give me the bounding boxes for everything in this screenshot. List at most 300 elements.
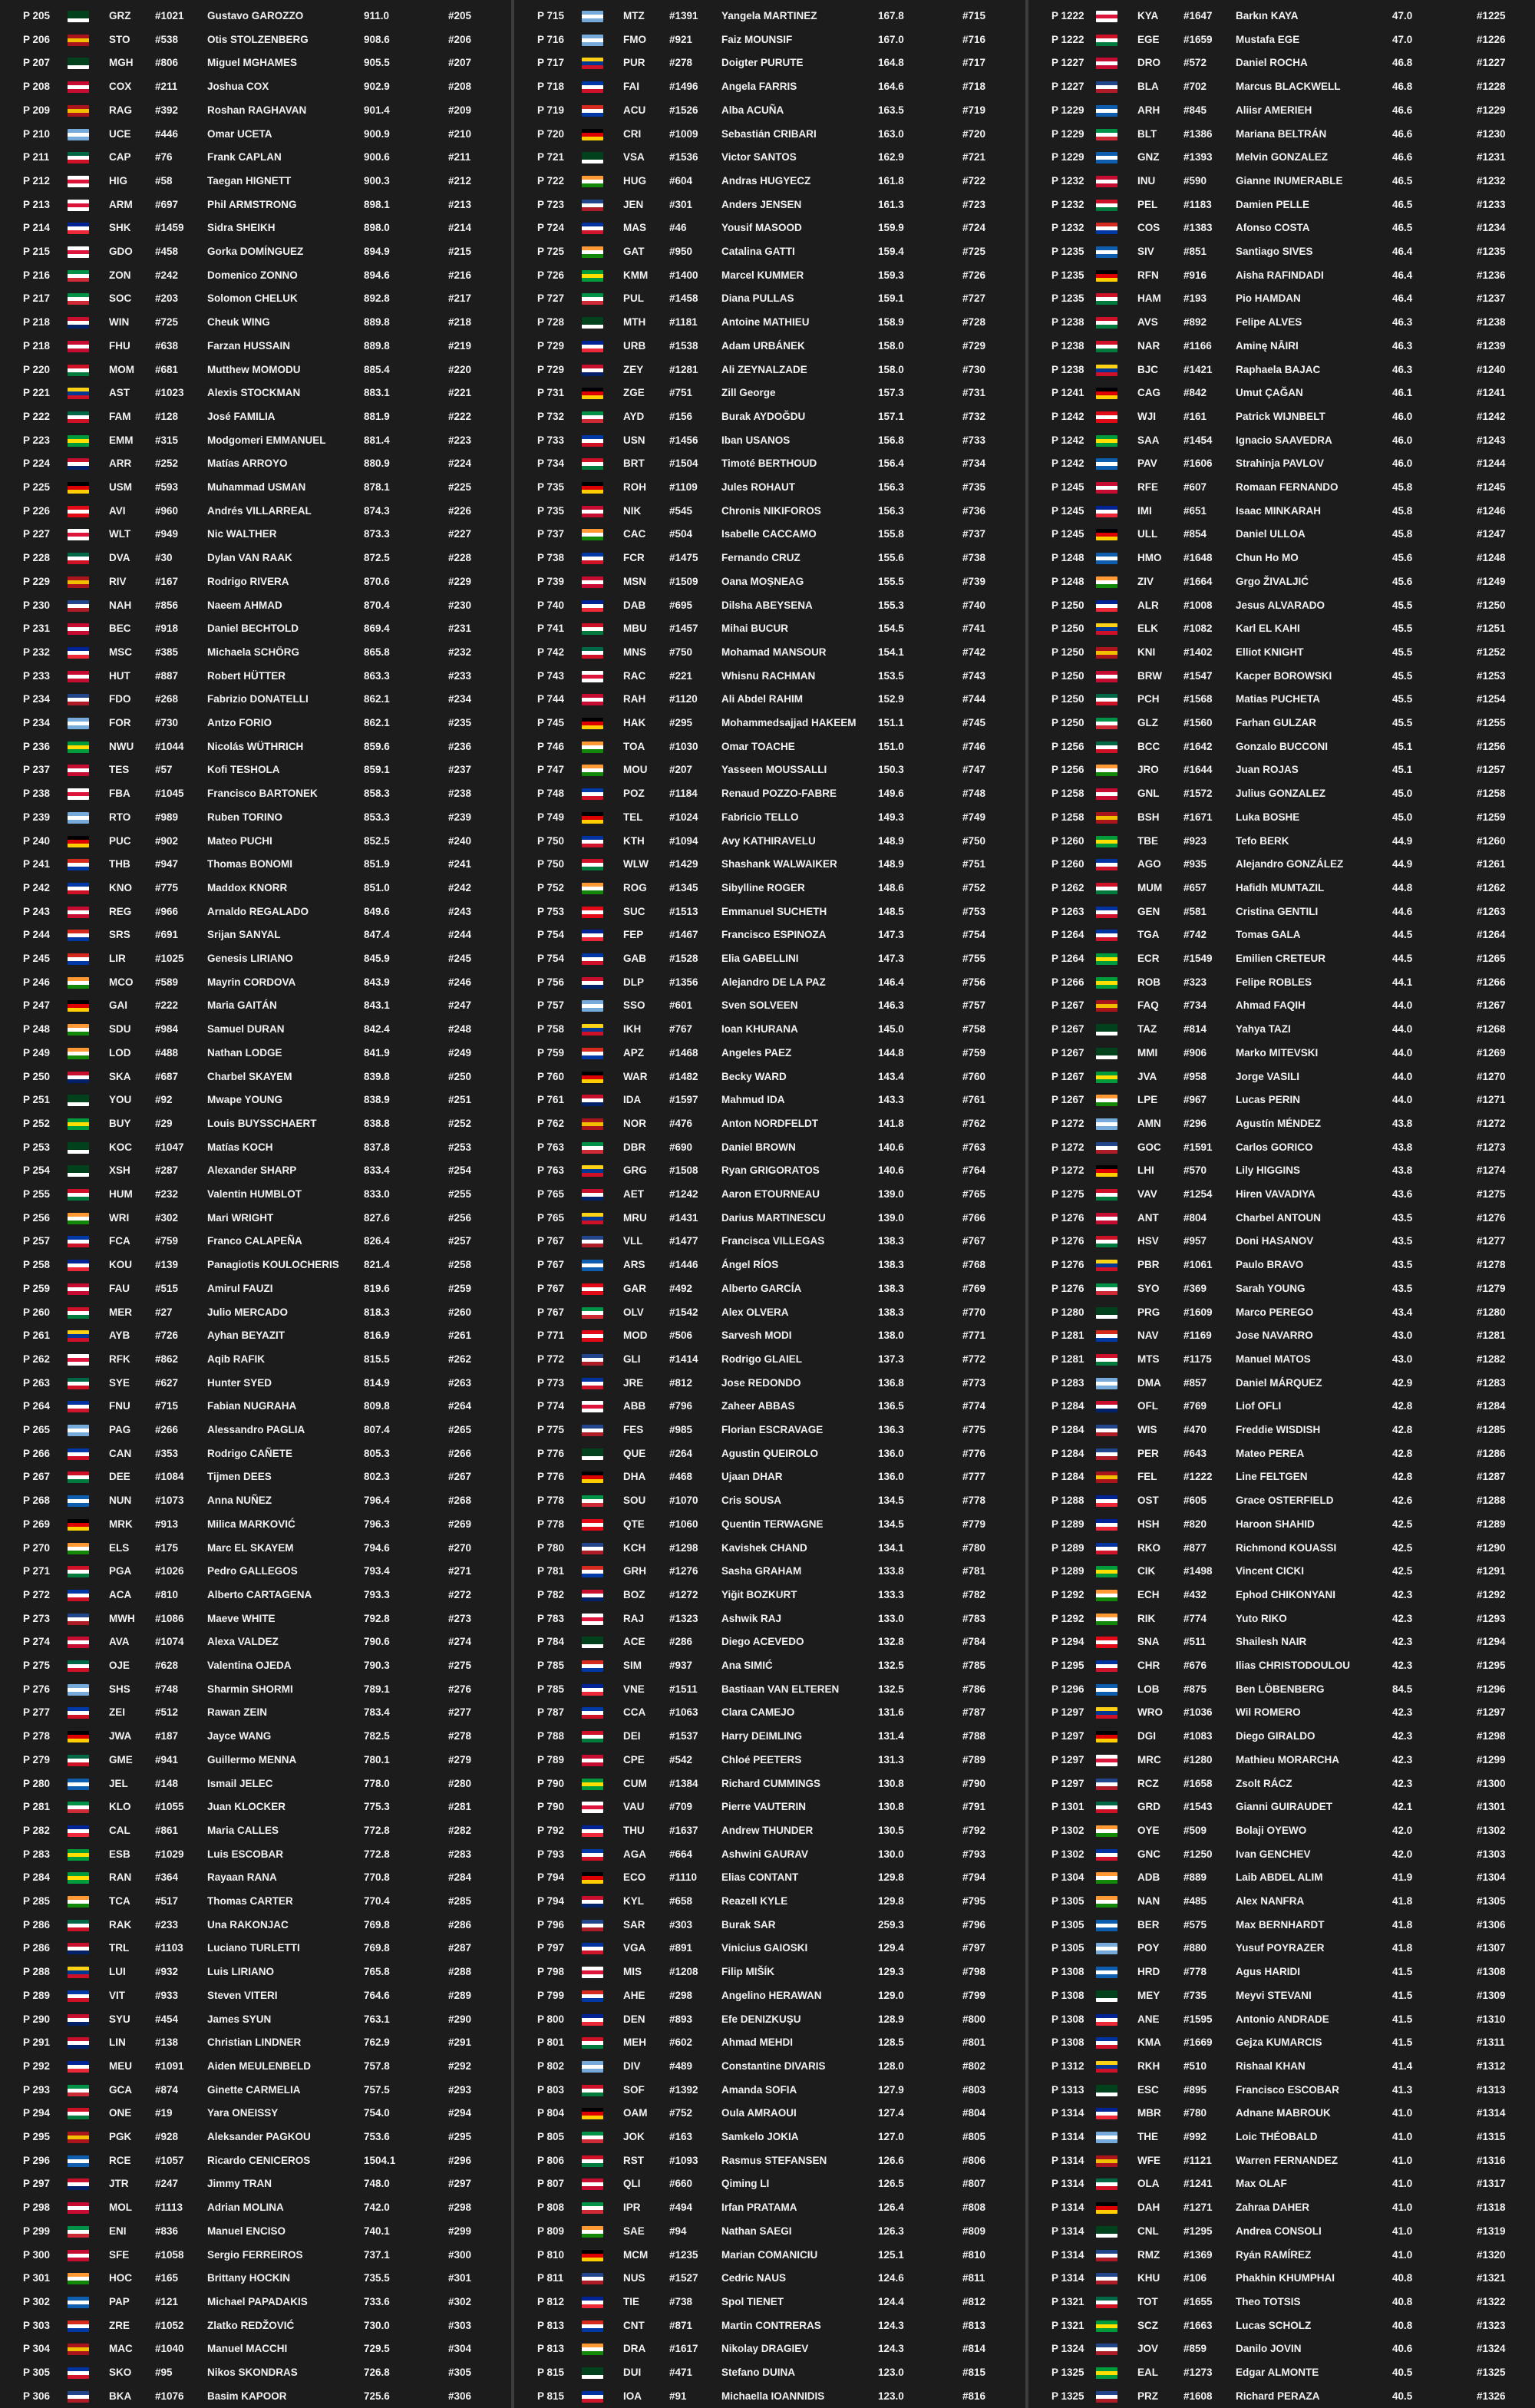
position: P 784 (537, 1636, 565, 1648)
player-name: Nikos SKONDRAS (207, 2367, 298, 2378)
player-name: Tijmen DEES (207, 1471, 272, 1483)
score: 154.5 (878, 623, 904, 635)
country-flag-icon (1096, 1165, 1117, 1177)
player-name: Miguel MGHAMES (207, 57, 297, 69)
score: 133.8 (878, 1565, 904, 1577)
country-flag-icon (582, 11, 603, 22)
rank: #717 (962, 57, 986, 69)
player-number: #303 (669, 1918, 693, 1931)
player-code: UCE (109, 127, 131, 140)
score: 42.9 (1392, 1376, 1413, 1389)
rank: #800 (962, 2013, 986, 2025)
ranking-row (514, 1230, 1024, 1254)
position: P 1314 (1051, 2272, 1084, 2284)
score: 763.1 (364, 2013, 390, 2025)
rank: #761 (962, 1094, 986, 1106)
rank: #780 (962, 1541, 986, 1554)
ranking-row (514, 264, 1024, 288)
player-code: FMO (623, 33, 646, 45)
country-flag-icon (1096, 600, 1117, 612)
rank: #1272 (1477, 1117, 1506, 1129)
rank: #234 (448, 693, 472, 705)
score: 42.8 (1392, 1400, 1413, 1412)
position: P 772 (537, 1353, 565, 1365)
player-number: #1181 (669, 316, 698, 329)
position: P 763 (537, 1141, 565, 1153)
country-flag-icon (582, 2108, 603, 2119)
country-flag-icon (68, 1802, 89, 1813)
player-code: ESB (109, 1848, 130, 1860)
position: P 1305 (1051, 1895, 1084, 1907)
position: P 737 (537, 528, 565, 540)
position: P 1258 (1051, 788, 1084, 800)
score: 156.3 (878, 504, 904, 517)
country-flag-icon (582, 1378, 603, 1389)
player-code: RAC (623, 669, 646, 682)
ranking-row (0, 923, 510, 947)
player-name: Martin CONTRERAS (721, 2319, 821, 2331)
player-name: Catalina GATTI (721, 246, 795, 257)
rank: #1257 (1477, 764, 1506, 776)
player-code: NAH (109, 599, 132, 611)
player-number: #1175 (1183, 1353, 1212, 1365)
country-flag-icon (68, 1779, 89, 1790)
position: P 226 (23, 504, 51, 517)
ranking-row (0, 1914, 510, 1937)
score: 878.1 (364, 481, 390, 493)
country-flag-icon (68, 2367, 89, 2379)
player-name: Reazell KYLE (721, 1895, 788, 1907)
player-number: #517 (155, 1895, 179, 1907)
score: 782.5 (364, 1730, 390, 1742)
score: 894.9 (364, 246, 390, 257)
position: P 726 (537, 269, 565, 281)
country-flag-icon (68, 200, 89, 211)
position: P 1250 (1051, 669, 1084, 682)
score: 131.3 (878, 1753, 904, 1766)
score: 44.0 (1392, 999, 1413, 1012)
country-flag-icon (1096, 1072, 1117, 1083)
rank: #245 (448, 953, 472, 964)
position: P 783 (537, 1612, 565, 1624)
player-number: #385 (155, 646, 179, 658)
position: P 239 (23, 811, 51, 823)
player-name: Ricardo CENICEROS (207, 2154, 311, 2166)
country-flag-icon (68, 35, 89, 46)
ranking-row (1028, 547, 1535, 570)
player-name: Richard PERAZA (1236, 2390, 1320, 2402)
score: 849.6 (364, 905, 390, 917)
player-name: Rawan ZEIN (207, 1706, 268, 1719)
player-number: #1026 (155, 1565, 184, 1577)
ranking-row (0, 523, 510, 547)
ranking-row (0, 900, 510, 924)
rank: #287 (448, 1942, 472, 1954)
country-flag-icon (68, 2108, 89, 2119)
player-code: STO (109, 33, 130, 45)
player-code: HUT (109, 669, 130, 682)
ranking-row (1028, 2196, 1535, 2220)
country-flag-icon (68, 152, 89, 164)
player-number: #76 (155, 151, 173, 164)
player-code: FHU (109, 339, 130, 352)
player-number: #1295 (1183, 2225, 1213, 2237)
ranking-row (1028, 994, 1535, 1018)
player-name: Jose REDONDO (721, 1376, 801, 1389)
score: 45.5 (1392, 599, 1413, 611)
country-flag-icon (68, 246, 89, 258)
country-flag-icon (582, 1024, 603, 1036)
player-number: #941 (155, 1753, 179, 1766)
ranking-row (0, 1136, 510, 1160)
player-name: Srijan SANYAL (207, 929, 281, 941)
position: P 752 (537, 881, 565, 894)
player-code: LUI (109, 1966, 126, 1978)
score: 44.1 (1392, 976, 1413, 988)
player-code: NUS (623, 2272, 645, 2284)
player-code: RFK (109, 1353, 130, 1365)
position: P 1295 (1051, 1660, 1084, 1671)
position: P 245 (23, 953, 51, 964)
score: 898.0 (364, 222, 390, 234)
rank: #1304 (1477, 1871, 1506, 1884)
ranking-row (1028, 1819, 1535, 1843)
ranking-row (1028, 2008, 1535, 2032)
rank: #258 (448, 1259, 472, 1271)
ranking-row (0, 1207, 510, 1230)
rank: #805 (962, 2131, 986, 2142)
ranking-row (1028, 2220, 1535, 2244)
player-name: Ahmad MEHDI (721, 2036, 794, 2049)
player-number: #960 (155, 504, 179, 517)
player-code: NAN (1137, 1895, 1160, 1907)
score: 44.5 (1392, 953, 1413, 964)
country-flag-icon (68, 1330, 89, 1342)
country-flag-icon (582, 883, 603, 894)
player-code: AVS (1137, 316, 1158, 329)
player-number: #1637 (669, 1824, 698, 1836)
country-flag-icon (582, 1165, 603, 1177)
score: 889.8 (364, 316, 390, 329)
ranking-row (514, 2314, 1024, 2338)
position: P 1297 (1051, 1730, 1084, 1742)
player-number: #1511 (669, 1683, 698, 1695)
player-name: Louis BUYSSCHAERT (207, 1117, 317, 1129)
position: P 797 (537, 1942, 565, 1954)
score: 807.4 (364, 1424, 390, 1435)
position: P 806 (537, 2154, 565, 2166)
player-number: #268 (155, 693, 179, 705)
player-code: LHI (1137, 1164, 1154, 1177)
position: P 258 (23, 1259, 51, 1271)
score: 156.3 (878, 481, 904, 493)
player-name: Charbel ANTOUN (1236, 1211, 1322, 1224)
ranking-row (514, 665, 1024, 689)
country-flag-icon (68, 2273, 89, 2284)
player-number: #302 (155, 1211, 179, 1224)
player-number: #95 (155, 2367, 173, 2378)
rank: #272 (448, 1588, 472, 1600)
score: 130.8 (878, 1801, 904, 1813)
rank: #1245 (1477, 481, 1506, 493)
player-code: FEP (623, 929, 644, 941)
player-name: Panagiotis KOULOCHERIS (207, 1259, 339, 1271)
score: 41.4 (1392, 2060, 1413, 2072)
position: P 262 (23, 1353, 51, 1365)
rank: #1248 (1477, 552, 1506, 564)
position: P 735 (537, 481, 565, 493)
score: 132.5 (878, 1660, 904, 1671)
position: P 1294 (1051, 1636, 1084, 1648)
player-number: #916 (1183, 269, 1207, 281)
score: 164.6 (878, 81, 904, 93)
score: 45.8 (1392, 504, 1413, 517)
country-flag-icon (1096, 1118, 1117, 1130)
player-name: Ryan GRIGORATOS (721, 1164, 820, 1177)
country-flag-icon (1096, 1825, 1117, 1837)
score: 124.3 (878, 2319, 904, 2331)
player-code: MOM (109, 363, 134, 375)
rank: #808 (962, 2202, 986, 2214)
country-flag-icon (1096, 411, 1117, 423)
player-code: CAL (109, 1824, 130, 1836)
ranking-row (0, 1254, 510, 1277)
country-flag-icon (582, 907, 603, 918)
player-code: HMO (1137, 552, 1162, 564)
score: 833.4 (364, 1164, 390, 1177)
position: P 1238 (1051, 363, 1084, 375)
player-name: Zill George (721, 387, 776, 399)
rank: #784 (962, 1636, 986, 1648)
player-name: Zsolt RÁCZ (1236, 1777, 1292, 1789)
rank: #1236 (1477, 269, 1506, 281)
position: P 233 (23, 669, 51, 682)
score: 765.8 (364, 1966, 390, 1978)
player-name: Filip MIŠÍK (721, 1966, 774, 1978)
ranking-row (1028, 1960, 1535, 1984)
player-number: #446 (155, 127, 179, 140)
ranking-row (0, 1230, 510, 1254)
player-name: Sidra SHEIKH (207, 222, 276, 234)
player-name: Adam URBÁNEK (721, 339, 805, 352)
player-name: Ephod CHIKONYANI (1236, 1588, 1336, 1600)
score: 753.6 (364, 2131, 390, 2142)
player-code: BLA (1137, 81, 1159, 93)
player-number: #301 (669, 198, 693, 210)
player-code: LOD (109, 1046, 131, 1059)
score: 149.6 (878, 788, 904, 800)
player-name: Thomas CARTER (207, 1895, 293, 1907)
player-number: #1009 (669, 127, 698, 140)
country-flag-icon (582, 1095, 603, 1106)
player-name: Ben LÖBENBERG (1236, 1683, 1325, 1695)
player-number: #1400 (669, 269, 698, 281)
rank: #806 (962, 2154, 986, 2166)
score: 144.8 (878, 1046, 904, 1059)
score: 901.4 (364, 104, 390, 116)
player-name: Muhammad USMAN (207, 481, 306, 493)
player-number: #862 (155, 1353, 179, 1365)
position: P 717 (537, 57, 565, 69)
score: 42.8 (1392, 1471, 1413, 1483)
player-number: #278 (669, 57, 693, 69)
score: 790.3 (364, 1660, 390, 1671)
player-code: ZEY (623, 363, 644, 375)
country-flag-icon (68, 317, 89, 329)
player-name: Adrian MOLINA (207, 2202, 284, 2214)
rank: #1314 (1477, 2107, 1506, 2119)
player-code: OAM (623, 2107, 648, 2119)
ranking-row (0, 2008, 510, 2032)
rank: #1226 (1477, 33, 1506, 45)
player-number: #476 (669, 1117, 693, 1129)
ranking-row (514, 2172, 1024, 2196)
player-name: Gianni GUIRAUDET (1236, 1801, 1333, 1813)
rank: #1243 (1477, 434, 1506, 446)
ranking-row (514, 782, 1024, 806)
ranking-row (514, 1018, 1024, 1042)
ranking-row (514, 1465, 1024, 1489)
player-code: SFE (109, 2248, 130, 2261)
ranking-row (514, 358, 1024, 382)
position: P 270 (23, 1541, 51, 1554)
player-number: #958 (1183, 1070, 1207, 1082)
player-code: MTZ (623, 10, 645, 21)
position: P 1235 (1051, 246, 1084, 257)
score: 46.6 (1392, 104, 1413, 116)
player-name: Rodrigo CAÑETE (207, 1447, 292, 1459)
rank: #213 (448, 198, 472, 210)
country-flag-icon (1096, 2391, 1117, 2403)
score: 892.8 (364, 292, 390, 305)
rank: #228 (448, 552, 472, 564)
player-code: USM (109, 481, 132, 493)
player-name: Pierre VAUTERIN (721, 1801, 807, 1813)
position: P 1267 (1051, 1070, 1084, 1082)
ranking-row (514, 2291, 1024, 2314)
player-name: Clara CAMEJO (721, 1706, 795, 1719)
position: P 738 (537, 552, 565, 564)
country-flag-icon (582, 694, 603, 705)
player-number: #889 (1183, 1871, 1207, 1884)
ranking-row (1028, 287, 1535, 311)
country-flag-icon (1096, 694, 1117, 705)
player-number: #1528 (669, 953, 698, 964)
score: 44.0 (1392, 1046, 1413, 1059)
player-name: Oula AMRAOUI (721, 2107, 797, 2119)
player-name: Ruben TORINO (207, 811, 283, 823)
player-number: #775 (155, 881, 179, 894)
player-name: Nikolay DRAGIEV (721, 2343, 809, 2355)
player-number: #1658 (1183, 1777, 1213, 1789)
player-name: Loic THÉOBALD (1236, 2131, 1318, 2142)
player-name: Gustavo GAROZZO (207, 10, 304, 21)
score: 762.9 (364, 2036, 390, 2049)
player-code: SOC (109, 292, 132, 305)
country-flag-icon (582, 2155, 603, 2167)
country-flag-icon (582, 1118, 603, 1130)
player-number: #1454 (1183, 434, 1213, 446)
score: 853.3 (364, 811, 390, 823)
score: 134.5 (878, 1495, 904, 1507)
player-name: Max OLAF (1236, 2178, 1287, 2190)
position: P 743 (537, 669, 565, 682)
player-name: Qiming LI (721, 2178, 770, 2190)
player-number: #806 (155, 57, 179, 69)
position: P 1232 (1051, 198, 1084, 210)
score: 45.8 (1392, 481, 1413, 493)
player-number: #138 (155, 2036, 179, 2049)
player-number: #1091 (155, 2060, 184, 2072)
rank: #814 (962, 2343, 986, 2355)
player-name: Mathieu MORARCHA (1236, 1753, 1339, 1766)
ranking-row (1028, 476, 1535, 500)
position: P 1242 (1051, 457, 1084, 470)
country-flag-icon (1096, 2297, 1117, 2308)
player-code: FCA (109, 1235, 130, 1247)
ranking-row (1028, 2291, 1535, 2314)
rank: #773 (962, 1376, 986, 1389)
player-number: #1446 (669, 1259, 698, 1271)
rank: #1281 (1477, 1330, 1506, 1342)
country-flag-icon (1096, 1943, 1117, 1954)
player-code: MAC (109, 2343, 133, 2355)
position: P 280 (23, 1777, 51, 1789)
position: P 252 (23, 1117, 51, 1129)
player-code: OLA (1137, 2178, 1160, 2190)
country-flag-icon (1096, 1472, 1117, 1483)
country-flag-icon (68, 176, 89, 187)
country-flag-icon (582, 2297, 603, 2308)
country-flag-icon (1096, 1990, 1117, 2002)
player-number: #1281 (669, 363, 698, 375)
country-flag-icon (68, 1614, 89, 1625)
ranking-row (1028, 712, 1535, 735)
rank: #1310 (1477, 2013, 1506, 2025)
position: P 211 (23, 151, 50, 164)
player-number: #602 (669, 2036, 693, 2049)
ranking-row (0, 2385, 510, 2408)
position: P 723 (537, 198, 565, 210)
score: 40.8 (1392, 2272, 1413, 2284)
country-flag-icon (68, 1519, 89, 1531)
player-name: Yousif MASOOD (721, 222, 802, 234)
rank: #218 (448, 316, 472, 329)
position: P 251 (23, 1094, 51, 1106)
position: P 247 (23, 999, 51, 1012)
position: P 1284 (1051, 1400, 1084, 1412)
ranking-row (0, 1018, 510, 1042)
position: P 276 (23, 1683, 51, 1695)
player-number: #163 (669, 2131, 693, 2142)
player-code: ZON (109, 269, 131, 281)
rank: #271 (448, 1565, 472, 1577)
player-code: JVA (1137, 1070, 1157, 1082)
rank: #249 (448, 1046, 472, 1059)
score: 45.5 (1392, 623, 1413, 635)
score: 46.0 (1392, 434, 1413, 446)
player-code: NAR (1137, 339, 1160, 352)
player-name: Nic WALTHER (207, 528, 277, 540)
position: P 278 (23, 1730, 51, 1742)
score: 134.5 (878, 1518, 904, 1530)
rank: #787 (962, 1706, 986, 1719)
score: 128.9 (878, 2013, 904, 2025)
ranking-row (514, 900, 1024, 924)
rank: #797 (962, 1942, 986, 1954)
player-code: POZ (623, 788, 645, 800)
country-flag-icon (1096, 506, 1117, 517)
